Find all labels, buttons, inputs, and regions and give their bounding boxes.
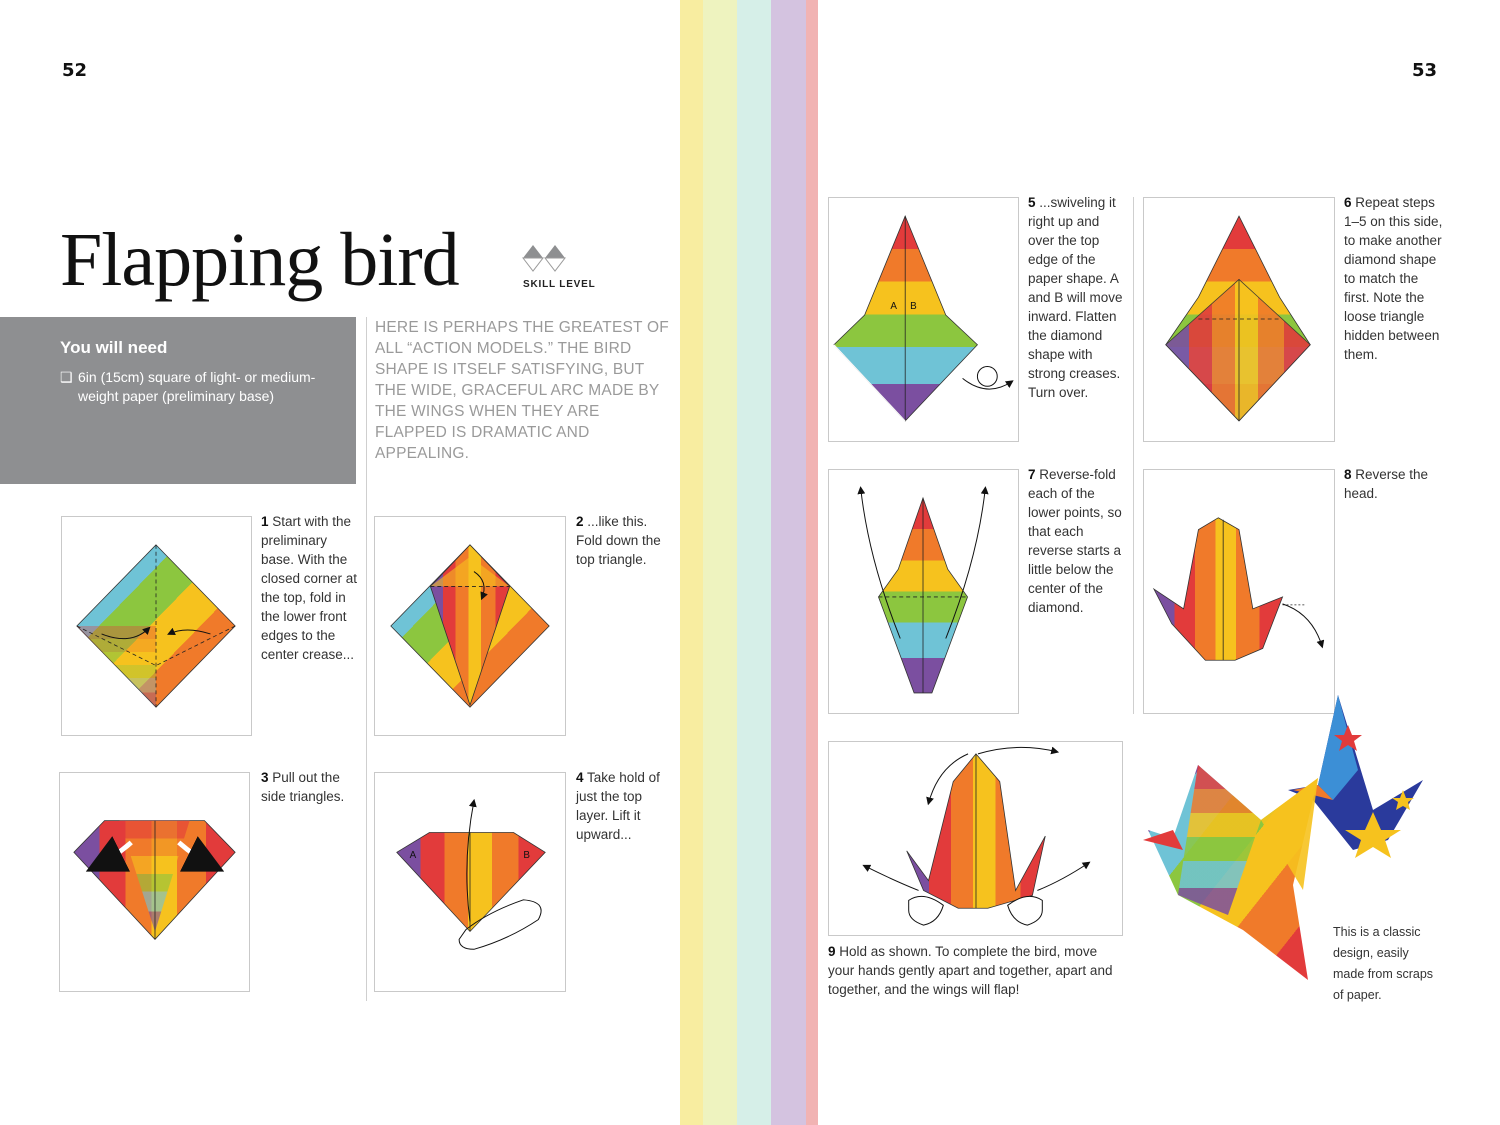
step-9-diagram — [828, 741, 1123, 936]
need-item — [60, 368, 335, 406]
skill-level-label: SKILL LEVEL — [523, 279, 596, 290]
step-7-number: 7 — [1028, 467, 1036, 482]
photo-caption: This is a classic design, easily made from scraps of paper. — [1333, 925, 1434, 1002]
step-4-text — [576, 768, 676, 844]
step-5-diagram — [828, 197, 1019, 442]
step-5-instructions: ...swiveling it right up and over the top edge of the paper shape. A and B will move inward. Flatten the diamond shape with strong creases. Turn over. — [1028, 195, 1123, 400]
need-item-text: 6in (15cm) square of light- or medium-weight paper (preliminary base) — [78, 369, 316, 404]
step-8-instructions: Reverse the head. — [1344, 467, 1429, 501]
step-2-number: 2 — [576, 514, 584, 529]
step-9-number: 9 — [828, 944, 836, 959]
step-5-text — [1028, 193, 1128, 402]
intro-text: HERE IS PERHAPS THE GREATEST OF ALL “ACTION MODELS.” THE BIRD SHAPE IS ITSELF SATISFYING, BUT THE WIDE, GRACEFUL ARC MADE BY THE WINGS WHEN THEY ARE FLAPPED IS DRAMATIC AND APPEALING. — [375, 319, 669, 462]
step-8-diagram — [1143, 469, 1335, 714]
step-6-text — [1344, 193, 1444, 364]
step-1-text — [261, 512, 361, 664]
step-6-number: 6 — [1344, 195, 1352, 210]
label-a-step5: A — [890, 301, 897, 313]
step-3-diagram — [59, 772, 250, 992]
step-7-instructions: Reverse-fold each of the lower points, so that each reverse starts a little below the center of the diamond. — [1028, 467, 1122, 615]
step-8-text — [1344, 465, 1444, 503]
spine-stripe-pink — [806, 0, 818, 1125]
spine-stripe-mint — [737, 0, 771, 1125]
step-6-diagram — [1143, 197, 1335, 442]
page-number-left: 52 — [62, 60, 88, 81]
step-9-instructions: Hold as shown. To complete the bird, move your hands gently apart and together, apart and together, and the wings will flap! — [828, 944, 1113, 997]
step-4-instructions: Take hold of just the top layer. Lift it upward... — [576, 770, 660, 842]
spine-stripe-lavender — [771, 0, 806, 1125]
skill-level-icon — [521, 243, 571, 273]
step-4-number: 4 — [576, 770, 584, 785]
step-1-diagram — [61, 516, 252, 736]
step-2-diagram — [374, 516, 566, 736]
label-b: B — [523, 850, 531, 862]
you-will-need-heading: You will need — [60, 338, 168, 357]
spine-stripe-lime — [703, 0, 737, 1125]
page-number-right: 53 — [1412, 60, 1438, 81]
label-b-step5: B — [910, 301, 917, 313]
step-3-text — [261, 768, 361, 806]
step-3-number: 3 — [261, 770, 269, 785]
step-6-instructions: Repeat steps 1–5 on this side, to make another diamond shape to match the first. Note the loose triangle hidden between them. — [1344, 195, 1443, 362]
column-divider-right — [1133, 197, 1134, 714]
page-title: Flapping bird — [60, 218, 459, 302]
step-7-text — [1028, 465, 1128, 617]
step-4-diagram — [374, 772, 566, 992]
step-3-instructions: Pull out the side triangles. — [261, 770, 345, 804]
spine-stripe-yellow — [680, 0, 703, 1125]
step-8-number: 8 — [1344, 467, 1352, 482]
label-a: A — [409, 850, 417, 862]
step-7-diagram — [828, 469, 1019, 714]
checkbox-bullet-icon: ❑ — [60, 369, 73, 385]
column-divider — [366, 317, 367, 1001]
step-2-instructions: ...like this. Fold down the top triangle. — [576, 514, 661, 567]
step-1-instructions: Start with the preliminary base. With the closed corner at the top, fold in the lower front edges to the center crease... — [261, 514, 358, 662]
step-5-number: 5 — [1028, 195, 1036, 210]
you-will-need-box — [0, 317, 356, 484]
step-1-number: 1 — [261, 514, 269, 529]
step-2-text — [576, 512, 676, 569]
step-9-text — [828, 942, 1118, 999]
